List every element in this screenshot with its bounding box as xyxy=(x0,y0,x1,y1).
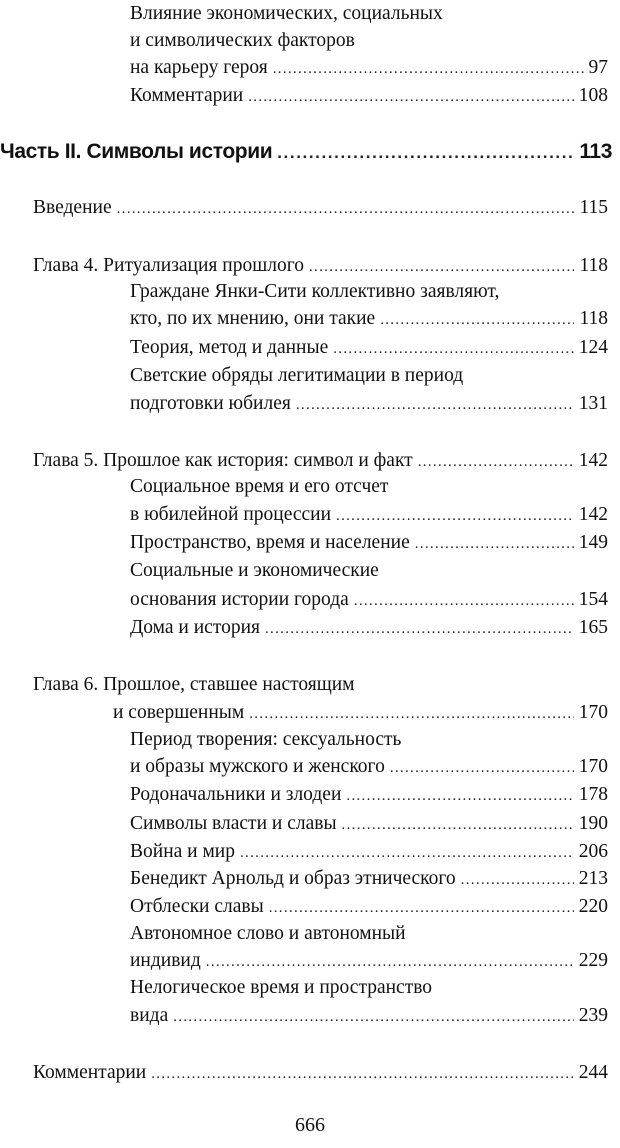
toc-entry-page: 97 xyxy=(588,57,608,78)
toc-entry-page: 131 xyxy=(578,393,608,414)
toc-entry xyxy=(130,83,608,109)
dot-leader xyxy=(415,531,574,557)
toc-entry-title: Часть II. Символы истории xyxy=(0,140,273,163)
toc-entry-title: Комментарии xyxy=(33,1062,147,1083)
toc-part-heading xyxy=(0,139,612,165)
toc-entry-title: Социальное время и его отсчет xyxy=(130,476,389,497)
toc-entry xyxy=(130,839,608,865)
toc-entry xyxy=(130,1003,608,1029)
toc-entry-page: 206 xyxy=(578,841,608,862)
toc-entry-page: 170 xyxy=(578,756,608,777)
toc-entry xyxy=(33,672,355,698)
toc-entry-title: Дома и история xyxy=(130,617,260,638)
toc-entry-title: Автономное слово и автономный xyxy=(130,923,406,944)
toc-entry-title: на карьеру героя xyxy=(130,57,268,78)
toc-entry xyxy=(33,1060,608,1086)
toc-entry-title: Бенедикт Арнольд и образ этнического xyxy=(130,868,456,889)
toc-entry-title: Глава 5. Прошлое как история: символ и факт xyxy=(33,450,413,471)
toc-entry xyxy=(113,700,608,726)
toc-entry xyxy=(130,894,608,920)
dot-leader xyxy=(354,588,574,614)
dot-leader xyxy=(390,755,574,781)
dot-leader xyxy=(461,867,574,893)
toc-entry-title: кто, по их мнению, они такие xyxy=(130,308,376,329)
toc-entry-page: 244 xyxy=(578,1062,608,1083)
toc-entry-title: Глава 4. Ритуализация прошлого xyxy=(33,255,304,276)
dot-leader xyxy=(380,307,574,333)
dot-leader xyxy=(248,84,574,110)
toc-entry-title: Нелогическое время и пространство xyxy=(130,977,433,998)
dot-leader xyxy=(342,812,574,838)
toc-entry xyxy=(130,811,608,837)
toc-entry-title: в юбилейной процессии xyxy=(130,504,332,525)
toc-entry-title: Символы власти и славы xyxy=(130,813,337,834)
dot-leader xyxy=(346,783,573,809)
dot-leader xyxy=(249,701,574,727)
toc-entry-title: Светские обряды легитимации в период xyxy=(130,365,464,386)
toc-entry xyxy=(130,530,608,556)
dot-leader xyxy=(206,949,574,975)
toc-entry xyxy=(33,253,608,279)
toc-entry-page: 118 xyxy=(579,255,608,276)
toc-entry xyxy=(130,782,608,808)
toc-entry xyxy=(130,727,401,753)
toc-entry-page: 142 xyxy=(578,450,608,471)
toc-entry xyxy=(130,754,608,780)
toc-entry-page: 170 xyxy=(578,702,608,723)
toc-entry-title: Пространство, время и население xyxy=(130,532,410,553)
toc-entry-page: 220 xyxy=(578,896,608,917)
toc-entry-title: Отблески славы xyxy=(130,896,264,917)
toc-entry-page: 154 xyxy=(578,589,608,610)
toc-entry xyxy=(130,474,388,500)
toc-entry-title: Родоначальники и злодеи xyxy=(130,784,342,805)
toc-entry-page: 213 xyxy=(578,868,608,889)
toc-entry-title: и образы мужского и женского xyxy=(130,756,385,777)
toc-entry xyxy=(130,558,379,584)
toc-entry-page: 142 xyxy=(578,504,608,525)
toc-entry xyxy=(130,1,443,27)
toc-entry-title: Социальные и экономические xyxy=(130,560,379,581)
toc-entry xyxy=(130,335,608,361)
toc-entry-title: Глава 6. Прошлое, ставшее настоящим xyxy=(33,674,355,695)
toc-entry-page: 115 xyxy=(579,197,608,218)
dot-leader xyxy=(296,392,574,418)
toc-entry-page: 108 xyxy=(578,85,608,106)
toc-entry-page: 113 xyxy=(579,140,612,163)
toc-entry-page: 239 xyxy=(578,1005,608,1026)
toc-entry xyxy=(130,948,608,974)
dot-leader xyxy=(336,503,574,529)
toc-entry-page: 165 xyxy=(578,617,608,638)
toc-entry-title: Комментарии xyxy=(130,85,244,106)
dot-leader xyxy=(173,1004,574,1030)
dot-leader xyxy=(273,56,584,82)
toc-entry-title: Влияние экономических, социальных xyxy=(130,3,443,24)
toc-entry-page: 118 xyxy=(579,308,608,329)
toc-entry xyxy=(130,279,499,305)
toc-entry-title: Введение xyxy=(33,197,112,218)
toc-entry xyxy=(130,502,608,528)
page-number: 666 xyxy=(295,1114,325,1136)
toc-entry xyxy=(33,448,608,474)
toc-entry xyxy=(130,55,608,81)
toc-entry-title: и символических факторов xyxy=(130,30,355,51)
toc-entry-page: 124 xyxy=(578,337,608,358)
dot-leader xyxy=(240,840,574,866)
toc-entry-title: вида xyxy=(130,1005,169,1026)
toc-entry xyxy=(33,195,608,221)
toc-entry-page: 149 xyxy=(578,532,608,553)
toc-entry-title: Граждане Янки-Сити коллективно заявляют, xyxy=(130,281,500,302)
toc-entry xyxy=(130,866,608,892)
toc-entry-title: основания истории города xyxy=(130,589,349,610)
dot-leader xyxy=(269,895,574,921)
toc-entry-title: подготовки юбилея xyxy=(130,393,291,414)
dot-leader xyxy=(265,616,574,642)
toc-entry-page: 229 xyxy=(578,950,608,971)
dot-leader xyxy=(418,449,574,475)
dot-leader xyxy=(333,336,574,362)
toc-entry xyxy=(130,615,608,641)
toc-entry xyxy=(130,306,608,332)
toc-entry xyxy=(130,391,608,417)
toc-entry-title: Теория, метод и данные xyxy=(130,337,329,358)
dot-leader xyxy=(151,1061,574,1087)
toc-entry-page: 178 xyxy=(578,784,608,805)
toc-entry xyxy=(130,28,355,54)
toc-entry xyxy=(130,921,406,947)
toc-entry xyxy=(130,975,432,1001)
toc-entry-title: и совершенным xyxy=(113,702,245,723)
toc-entry-title: Период творения: сексуальность xyxy=(130,729,402,750)
toc-entry-title: Война и мир xyxy=(130,841,235,862)
dot-leader xyxy=(277,140,574,166)
dot-leader xyxy=(309,254,574,280)
toc-entry xyxy=(130,587,608,613)
toc-entry xyxy=(130,363,463,389)
toc-entry-page: 190 xyxy=(578,813,608,834)
toc-entry-title: индивид xyxy=(130,950,201,971)
dot-leader xyxy=(117,196,575,222)
